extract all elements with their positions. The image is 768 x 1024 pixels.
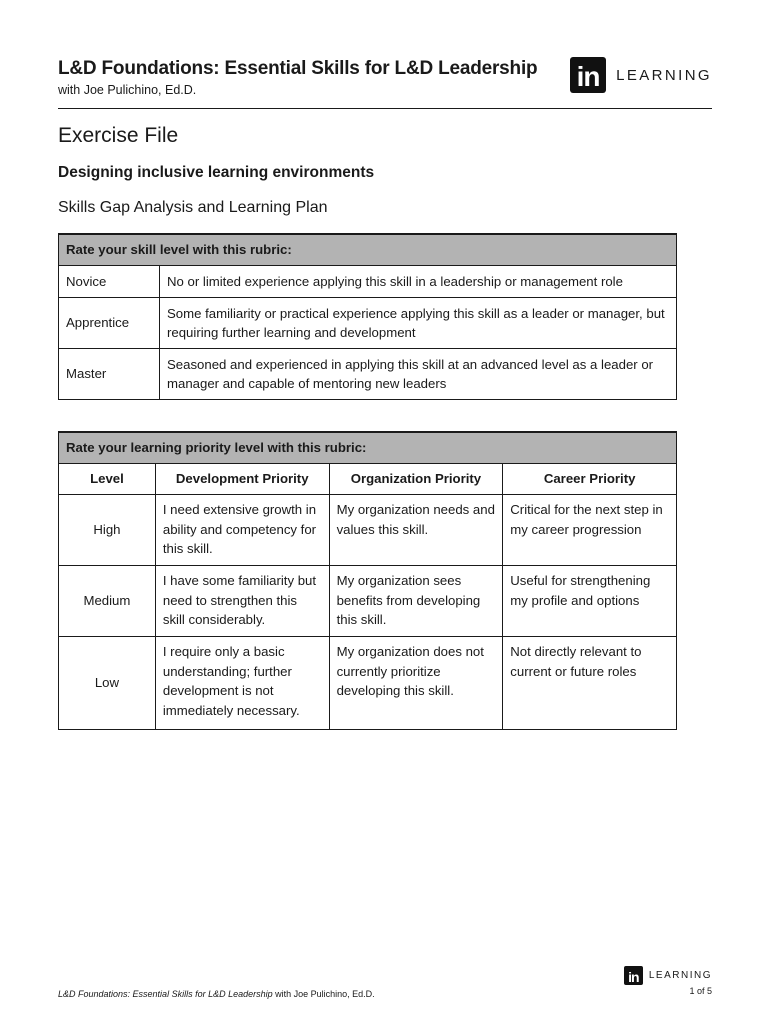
skill-level-label: Novice — [59, 266, 160, 298]
skill-level-desc: No or limited experience applying this skill in a leadership or management role — [160, 266, 677, 298]
column-header: Level — [59, 464, 156, 495]
skill-level-label: Apprentice — [59, 298, 160, 349]
organization-priority: My organization needs and values this skill. — [329, 495, 503, 566]
career-priority: Useful for strengthening my profile and options — [503, 566, 677, 637]
linkedin-in-icon: in — [624, 966, 643, 985]
skill-level-label: Master — [59, 349, 160, 400]
development-priority: I have some familiarity but need to strengthen this skill considerably. — [155, 566, 329, 637]
table-row — [59, 349, 677, 400]
section-title: Designing inclusive learning environments — [58, 164, 375, 181]
table-row — [59, 266, 677, 298]
career-priority: Not directly relevant to current or future roles — [503, 637, 677, 730]
skill-level-rubric-table — [58, 233, 677, 400]
logo-wordmark: LEARNING — [648, 970, 712, 981]
linkedin-in-icon: in — [570, 57, 606, 93]
table-row — [59, 566, 677, 637]
exercise-file-label: Exercise File — [58, 124, 179, 147]
course-title: L&D Foundations: Essential Skills for L&D Leadership — [58, 58, 538, 79]
development-priority: I require only a basic understanding; further development is not immediately necessary. — [155, 637, 329, 730]
table-header-row — [59, 432, 677, 464]
priority-level: Low — [59, 637, 156, 730]
linkedin-learning-logo — [570, 56, 712, 94]
priority-level: High — [59, 495, 156, 566]
organization-priority: My organization sees benefits from developing this skill. — [329, 566, 503, 637]
table-row — [59, 298, 677, 349]
development-priority: I need extensive growth in ability and competency for this skill. — [155, 495, 329, 566]
learning-priority-rubric-table — [58, 431, 677, 730]
plan-title: Skills Gap Analysis and Learning Plan — [58, 199, 328, 216]
priority-rubric-header: Rate your learning priority level with this rubric: — [59, 432, 677, 464]
footer-course-title: L&D Foundations: Essential Skills for L&D Leadership — [58, 989, 273, 999]
organization-priority: My organization does not currently prioritize developing this skill. — [329, 637, 503, 730]
course-subtitle: with Joe Pulichino, Ed.D. — [58, 83, 197, 97]
table-row — [59, 495, 677, 566]
skill-level-desc: Seasoned and experienced in applying this skill at an advanced level as a leader or manager and capable of mentoring new leaders — [160, 349, 677, 400]
column-header: Career Priority — [503, 464, 677, 495]
skill-level-desc: Some familiarity or practical experience applying this skill as a leader or manager, but requiring further learning and development — [160, 298, 677, 349]
priority-level: Medium — [59, 566, 156, 637]
table-row — [59, 637, 677, 730]
column-header: Development Priority — [155, 464, 329, 495]
footer-linkedin-learning-logo — [624, 966, 712, 985]
column-header-row — [59, 464, 677, 495]
column-header: Organization Priority — [329, 464, 503, 495]
table-header-row — [59, 234, 677, 266]
logo-wordmark: LEARNING — [616, 66, 712, 84]
career-priority: Critical for the next step in my career progression — [503, 495, 677, 566]
footer-author: with Joe Pulichino, Ed.D. — [272, 989, 375, 999]
footer-course-credit — [58, 989, 375, 999]
document-header — [58, 56, 712, 109]
page-number: 1 of 5 — [689, 986, 712, 996]
skill-rubric-header: Rate your skill level with this rubric: — [59, 234, 677, 266]
